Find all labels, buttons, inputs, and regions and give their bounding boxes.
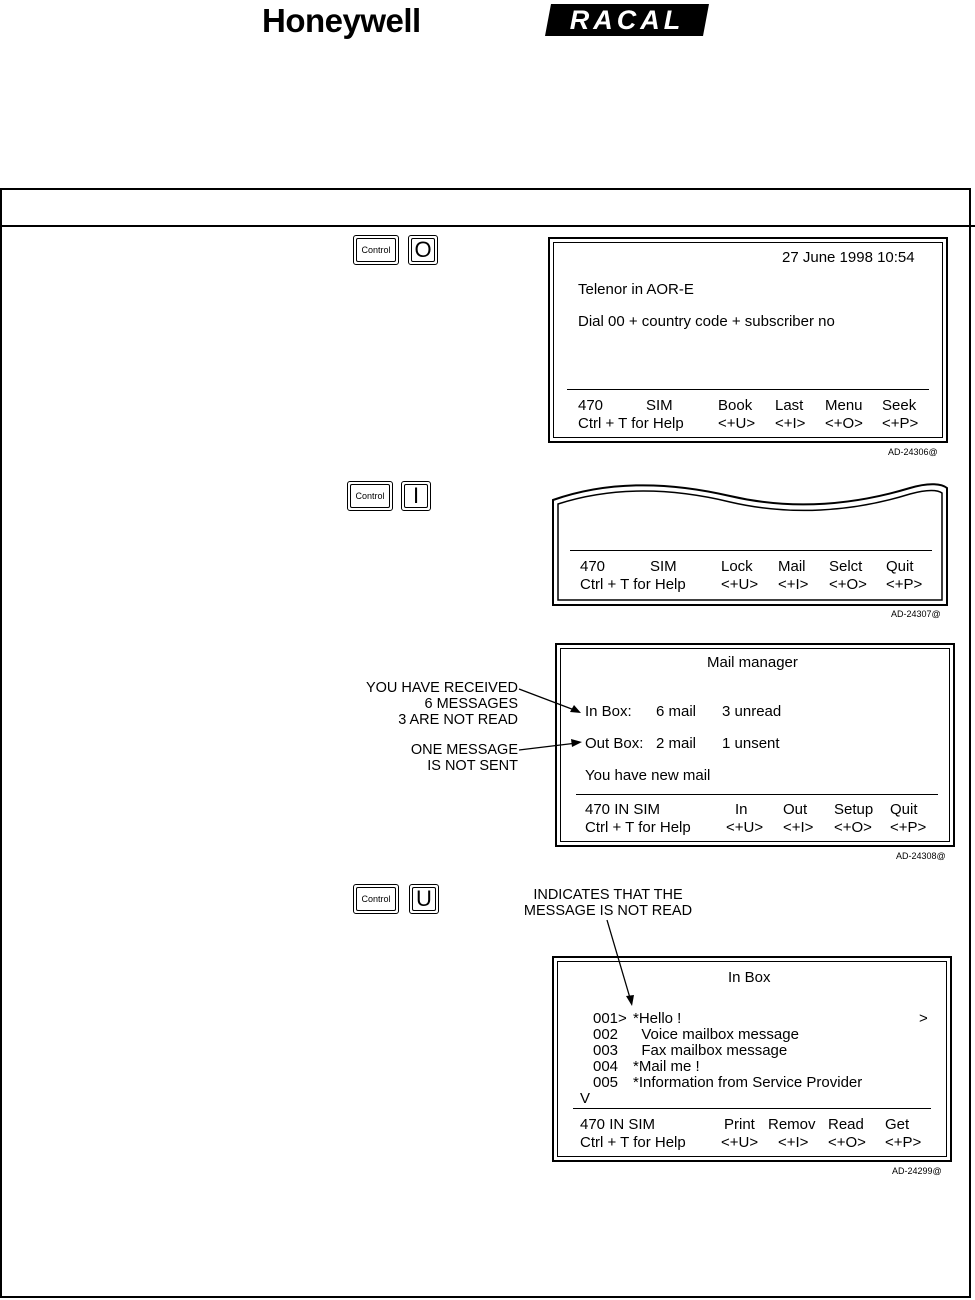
softkey-menu: Menu xyxy=(825,397,863,414)
softkey-book: Book xyxy=(718,397,753,414)
dial-instruction-text: Dial 00 + country code + subscriber no xyxy=(578,313,835,330)
help-hint: Ctrl + T for Help xyxy=(578,415,684,432)
status-sim: SIM xyxy=(646,397,673,414)
shortcut-i: <+I> xyxy=(775,415,806,432)
message-subject: Voice mailbox message xyxy=(633,1026,799,1043)
shortcut-u: <+U> xyxy=(726,819,764,836)
i-key: I xyxy=(401,481,431,511)
o-key: O xyxy=(408,235,438,265)
softkey-divider xyxy=(573,1108,931,1109)
shortcut-o: <+O> xyxy=(825,415,863,432)
status-sim: SIM xyxy=(650,558,677,575)
inbox-label: In Box: xyxy=(585,703,632,720)
softkey-quit: Quit xyxy=(890,801,918,818)
softkey-last: Last xyxy=(775,397,804,414)
message-number: 001> xyxy=(593,1010,627,1027)
softkey-divider xyxy=(570,550,932,551)
callout-unsent: ONE MESSAGE IS NOT SENT xyxy=(410,742,518,774)
message-subject: *Mail me ! xyxy=(633,1058,700,1075)
figure-id: AD-24308@ xyxy=(896,851,946,861)
status-470: 470 xyxy=(580,558,606,575)
figure-id: AD-24299@ xyxy=(892,1166,942,1176)
message-number: 004 xyxy=(593,1058,619,1075)
softkey-in: In xyxy=(735,801,748,818)
callout-arrows xyxy=(515,680,585,760)
callout-unread-indicator: INDICATES THAT THE MESSAGE IS NOT READ xyxy=(523,887,693,919)
message-subject: Fax mailbox message xyxy=(633,1042,788,1059)
softkey-select: Selct xyxy=(829,558,863,575)
outbox-unsent-count: 1 unsent xyxy=(722,735,780,752)
help-hint: Ctrl + T for Help xyxy=(580,1134,686,1151)
outbox-mail-count: 2 mail xyxy=(656,735,697,752)
shortcut-i: <+I> xyxy=(778,1134,809,1151)
screen-title: In Box xyxy=(728,969,771,986)
control-key: Control xyxy=(353,235,399,265)
control-key: Control xyxy=(353,884,399,914)
softkey-divider xyxy=(567,389,929,390)
message-number: 002 xyxy=(593,1026,619,1043)
shortcut-i: <+I> xyxy=(778,576,809,593)
softkey-setup: Setup xyxy=(834,801,874,818)
shortcut-o: <+O> xyxy=(834,819,872,836)
softkey-out: Out xyxy=(783,801,808,818)
status-line: 470 IN SIM xyxy=(585,801,661,818)
frame-header-rule xyxy=(0,225,975,227)
network-text: Telenor in AOR-E xyxy=(578,281,694,298)
shortcut-o: <+O> xyxy=(829,576,867,593)
softkey-quit: Quit xyxy=(886,558,914,575)
shortcut-p: <+P> xyxy=(886,576,923,593)
help-hint: Ctrl + T for Help xyxy=(585,819,691,836)
softkey-seek: Seek xyxy=(882,397,917,414)
callout-received: YOU HAVE RECEIVED 6 MESSAGES 3 ARE NOT READ xyxy=(365,680,518,728)
softkey-print: Print xyxy=(724,1116,755,1133)
message-subject: *Information from Service Provider xyxy=(633,1074,863,1091)
honeywell-logo: Honeywell xyxy=(262,2,421,39)
shortcut-u: <+U> xyxy=(721,1134,759,1151)
shortcut-p: <+P> xyxy=(882,415,919,432)
softkey-lock: Lock xyxy=(721,558,753,575)
softkey-divider xyxy=(576,794,938,795)
status-470: 470 xyxy=(578,397,604,414)
shortcut-o: <+O> xyxy=(828,1134,866,1151)
new-mail-notice: You have new mail xyxy=(585,767,711,784)
scroll-right-indicator: > xyxy=(919,1010,928,1027)
screen-title: Mail manager xyxy=(707,654,798,671)
message-number: 003 xyxy=(593,1042,619,1059)
softkey-read: Read xyxy=(828,1116,864,1133)
softkey-mail: Mail xyxy=(778,558,806,575)
shortcut-u: <+U> xyxy=(721,576,759,593)
u-key: U xyxy=(409,884,439,914)
help-hint: Ctrl + T for Help xyxy=(580,576,686,593)
figure-id: AD-24306@ xyxy=(888,447,938,457)
message-subject: *Hello ! xyxy=(633,1010,682,1027)
status-line: 470 IN SIM xyxy=(580,1116,656,1133)
shortcut-p: <+P> xyxy=(890,819,927,836)
figure-id: AD-24307@ xyxy=(891,609,941,619)
inbox-unread-count: 3 unread xyxy=(722,703,782,720)
racal-logo xyxy=(545,4,709,36)
scroll-down-indicator: V xyxy=(580,1090,591,1107)
datetime-text: 27 June 1998 10:54 xyxy=(782,249,915,266)
shortcut-i: <+I> xyxy=(783,819,814,836)
message-number: 005 xyxy=(593,1074,619,1091)
outbox-label: Out Box: xyxy=(585,735,644,752)
softkey-remove: Remov xyxy=(768,1116,816,1133)
control-key: Control xyxy=(347,481,393,511)
shortcut-p: <+P> xyxy=(885,1134,922,1151)
shortcut-u: <+U> xyxy=(718,415,756,432)
inbox-mail-count: 6 mail xyxy=(656,703,697,720)
softkey-get: Get xyxy=(885,1116,910,1133)
racal-logo-text: RACAL xyxy=(569,5,685,35)
